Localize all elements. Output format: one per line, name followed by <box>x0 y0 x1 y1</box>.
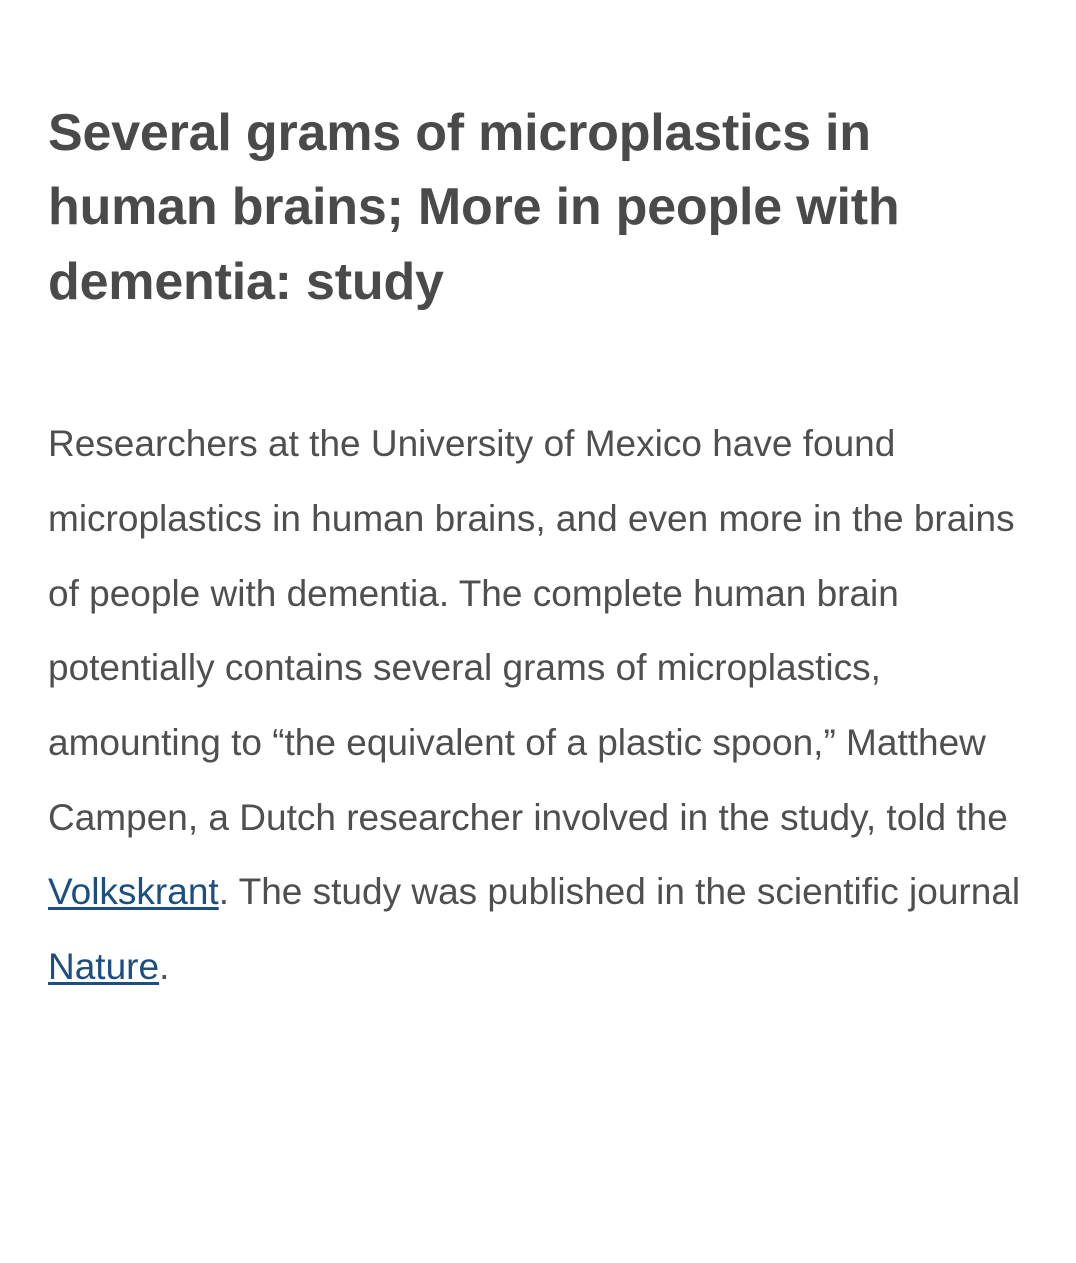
article-body-paragraph <box>48 319 1023 1005</box>
link-nature[interactable]: Nature <box>48 946 160 988</box>
link-volkskrant[interactable]: Volkskrant <box>48 871 219 913</box>
body-text-segment-3: . <box>159 946 170 988</box>
page-title: Several grams of microplastics in human brains; More in people with dementia: study <box>48 104 900 311</box>
body-text-segment-2: . The study was published in the scientific journal <box>218 871 1021 913</box>
body-text-segment-1: Researchers at the University of Mexico have found microplastics in human brains, and even more in the brains of people with dementia. The complete human brain potentially contains several grams of microplastics, amounting to “the equivalent of a plastic spoon,” Matthew Campen, a Dutch researcher involved in the study, told the <box>48 423 1015 838</box>
